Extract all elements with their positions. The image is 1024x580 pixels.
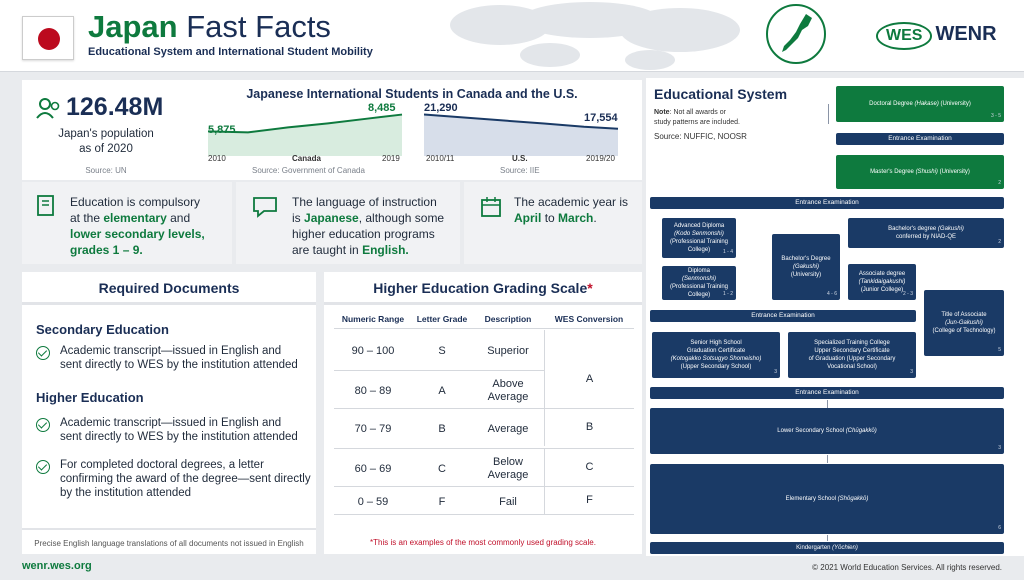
check-icon — [36, 346, 50, 360]
higher-heading: Higher Education — [36, 390, 144, 405]
fact-year — [464, 182, 642, 264]
elementary-box: Elementary School (Shōgakkō) 6 — [650, 464, 1004, 534]
canada-end-label: 8,485 — [368, 102, 396, 114]
education-source: Source: NUFFIC, NOOSR — [654, 132, 747, 141]
required-footnote: Precise English language translations of all documents not issued in English — [34, 539, 304, 548]
doctoral-degree-box: Doctoral Degree (Hakase) (University) 3 - 5 — [836, 86, 1004, 122]
secondary-heading: Secondary Education — [36, 322, 169, 337]
grade-description: Fail — [499, 495, 517, 508]
grade-description: Above Average — [487, 378, 529, 403]
us-source: Source: IIE — [500, 166, 540, 175]
grade-range: 60 – 69 — [354, 462, 392, 475]
fact-language — [236, 182, 460, 264]
grading-title: Higher Education Grading Scale* — [373, 280, 593, 296]
title-of-associate-box: Title of Associate (Jun-Gakushi) (College of Technology) 5 — [924, 290, 1004, 356]
wes-conversion: C — [544, 448, 634, 486]
grade-range: 90 – 100 — [351, 344, 395, 357]
canada-x-end: 2019 — [382, 154, 400, 163]
japan-flag-icon — [22, 16, 74, 60]
required-title: Required Documents — [98, 280, 240, 296]
grade-description: Below Average — [487, 456, 529, 481]
grade-description: Superior — [487, 344, 529, 357]
wes-wenr-logo[interactable]: WES WENR — [876, 22, 997, 50]
higher-item-1: Academic transcript—issued in English and sent directly to WES by the institution attended — [60, 417, 298, 443]
education-panel — [646, 78, 1024, 556]
footer-link[interactable]: wenr.wes.org — [22, 560, 92, 572]
education-title: Educational System — [654, 86, 788, 102]
wes-conversion: B — [544, 408, 634, 446]
people-icon — [36, 98, 62, 120]
header — [0, 0, 1024, 72]
grade-range: 80 – 89 — [354, 384, 392, 397]
education-note: Note: Not all awards or study patterns are included. — [654, 109, 740, 126]
chart-area — [208, 115, 402, 156]
advanced-diploma-box: Advanced Diploma (Kodo Senmonshi) (Professional Training College) 1 - 4 — [662, 218, 736, 258]
letter-grade: A — [438, 384, 446, 397]
speech-bubble-icon — [252, 196, 278, 218]
entrance-exam-bar: Entrance Examination — [836, 133, 1004, 145]
us-x-end: 2019/20 — [586, 154, 615, 163]
us-x-start: 2010/11 — [426, 154, 455, 163]
canada-start-label: 5,875 — [208, 124, 236, 136]
letter-grade: B — [438, 422, 446, 435]
grade-range: 0 – 59 — [357, 495, 389, 508]
fact-year-text: The academic year is April to March. — [514, 195, 629, 225]
entrance-exam-bar: Entrance Examination — [650, 310, 916, 322]
bachelors-degree-box: Bachelor's Degree (Gakushi) (University) 4 - 6 — [772, 234, 840, 300]
canada-source: Source: Government of Canada — [252, 166, 365, 175]
us-start-label: 21,290 — [424, 102, 458, 114]
footer-copyright: © 2021 World Education Services. All rights reserved. — [812, 563, 1002, 572]
stats-panel — [22, 80, 642, 180]
grade-description: Average — [487, 422, 529, 435]
secondary-item-1: Academic transcript—issued in English and sent directly to WES by the institution attended — [60, 345, 298, 371]
calendar-icon — [480, 196, 502, 218]
grading-panel — [324, 272, 642, 554]
higher-item-2: For completed doctoral degrees, a letter confirming the award of the degree—sent directly by the institution attended — [60, 459, 311, 499]
associate-degree-box: Associate degree (Tankidaigakushi) (Junior College) 2 - 3 — [848, 264, 916, 300]
fact-compulsory — [22, 182, 232, 264]
grading-table — [324, 272, 642, 554]
diploma-box: Diploma (Senmonshi) (Professional Training College) 1 - 2 — [662, 266, 736, 300]
page-subtitle: Educational System and International Student Mobility — [88, 46, 373, 58]
population-label-1: Japan's population — [58, 128, 154, 140]
population-label-2: as of 2020 — [79, 143, 133, 155]
required-documents-panel — [22, 272, 316, 554]
world-map-icon — [440, 0, 770, 70]
kindergarten-box: Kindergarten (Yōchien) — [650, 542, 1004, 554]
canada-x-start: 2010 — [208, 154, 226, 163]
fact-compulsory-text: Education is compulsory at the elementary and lower secondary levels, grades 1 – 9. — [70, 195, 205, 257]
grading-header-row: Numeric Range Letter Grade Description WES Conversion — [341, 314, 624, 324]
entrance-exam-bar: Entrance Examination — [650, 387, 1004, 399]
us-series-name: U.S. — [512, 154, 528, 163]
entrance-exam-bar: Entrance Examination — [650, 197, 1004, 209]
letter-grade: C — [438, 462, 446, 475]
wes-conversion: F — [544, 486, 634, 514]
us-end-label: 17,554 — [584, 112, 618, 124]
letter-grade: S — [438, 344, 446, 357]
population-source: Source: UN — [85, 166, 127, 175]
fact-language-text: The language of instruction is Japanese, although some higher education programs are taught in English. — [292, 195, 445, 257]
bachelors-niad-box: Bachelor's degree (Gakushi) conferred by NIAD-QE 2 — [848, 218, 1004, 248]
canada-series-name: Canada — [292, 154, 321, 163]
check-icon — [36, 460, 50, 474]
masters-degree-box: Master's Degree (Shushi) (University) 2 — [836, 155, 1004, 189]
check-icon — [36, 418, 50, 432]
letter-grade: F — [438, 495, 446, 508]
book-icon — [36, 194, 56, 218]
senior-high-box: Senior High School Graduation Certificate (Kotogakko Sotsugyo Shomeisho) (Upper Secondary School) 3 — [652, 332, 780, 378]
page-title: Japan Fast Facts — [88, 9, 331, 44]
japan-map-icon — [766, 4, 826, 64]
students-chart-title: Japanese International Students in Canada and the U.S. — [246, 87, 578, 101]
wes-conversion: A — [544, 330, 634, 428]
grade-range: 70 – 79 — [354, 422, 392, 435]
grading-footnote: *This is an examples of the most commonly used grading scale. — [370, 538, 596, 547]
lower-secondary-box: Lower Secondary School (Chūgakkō) 3 — [650, 408, 1004, 454]
population-value: 126.48M — [66, 93, 164, 121]
specialized-college-box: Specialized Training College Upper Secondary Certificate of Graduation (Upper Secondary Vocational School) 3 — [788, 332, 916, 378]
